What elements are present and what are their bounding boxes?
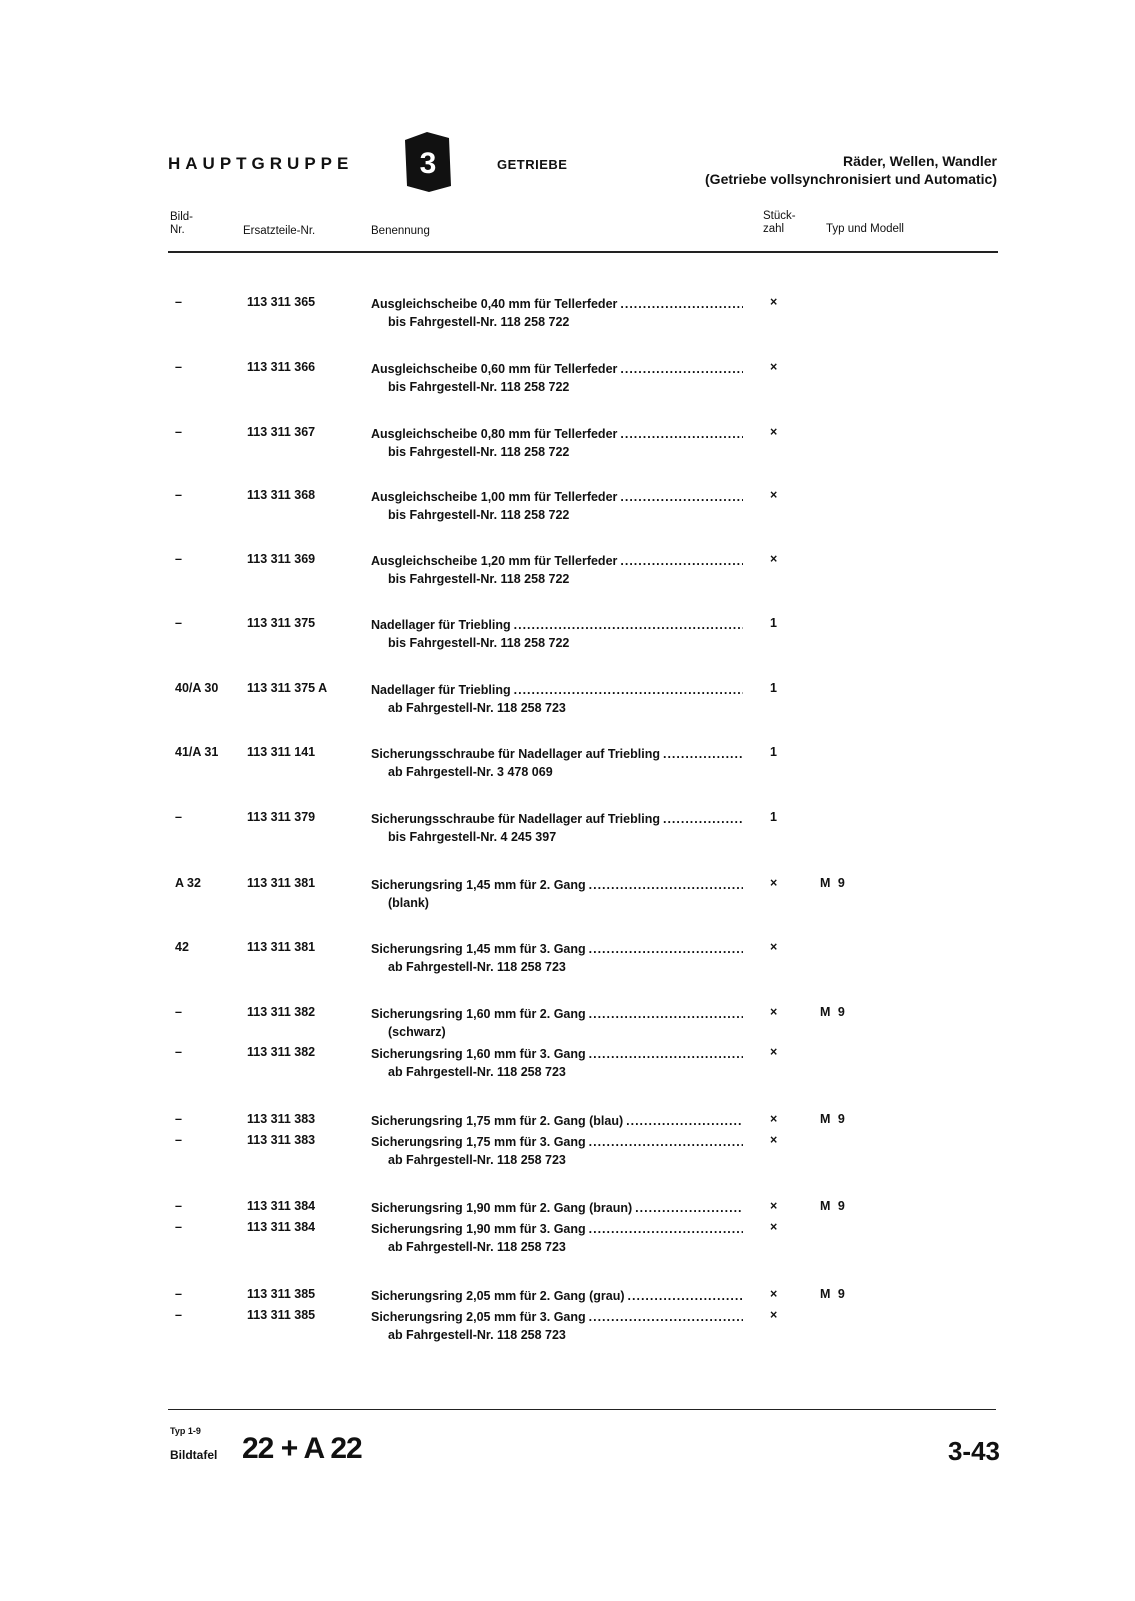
col-header-model: Typ und Modell xyxy=(826,223,904,235)
leader-dots xyxy=(589,1133,743,1151)
row-description-sub: ab Fahrgestell-Nr. 118 258 723 xyxy=(388,1328,566,1342)
row-bild-nr: – xyxy=(175,552,182,566)
row-description-text: Sicherungsring 1,60 mm für 2. Gang xyxy=(371,1007,586,1021)
leader-dots xyxy=(663,745,743,763)
row-bild-nr: – xyxy=(175,1112,182,1126)
group-number: 3 xyxy=(419,147,437,180)
row-description xyxy=(371,295,743,331)
row-description-sub: (schwarz) xyxy=(388,1025,446,1039)
leader-dots xyxy=(620,295,743,313)
row-quantity: × xyxy=(770,1045,778,1059)
row-description-sub: bis Fahrgestell-Nr. 118 258 722 xyxy=(388,445,570,459)
row-description-text: Nadellager für Triebling xyxy=(371,683,511,697)
row-quantity: × xyxy=(770,295,778,309)
leader-dots xyxy=(589,1220,743,1238)
row-description-main xyxy=(371,745,743,763)
row-description-main xyxy=(371,1199,743,1217)
row-part-number: 113 311 383 xyxy=(247,1133,316,1147)
leader-dots xyxy=(620,425,743,443)
row-description xyxy=(371,552,743,588)
row-description xyxy=(371,681,743,717)
row-description-text: Sicherungsring 2,05 mm für 2. Gang (grau) xyxy=(371,1289,625,1303)
row-part-number: 113 311 384 xyxy=(247,1220,316,1234)
row-description-text: Ausgleichscheibe 0,60 mm für Tellerfeder xyxy=(371,362,618,376)
row-part-number: 113 311 381 xyxy=(247,876,316,890)
row-description-main xyxy=(371,295,743,313)
row-model: M 9 xyxy=(820,1199,847,1213)
row-description-main xyxy=(371,1287,743,1305)
group-name: GETRIEBE xyxy=(497,157,568,172)
leader-dots xyxy=(589,876,743,894)
row-quantity: × xyxy=(770,1287,778,1301)
row-description-sub: ab Fahrgestell-Nr. 118 258 723 xyxy=(388,1065,566,1079)
row-bild-nr: – xyxy=(175,616,182,630)
subtitle-line-1: Räder, Wellen, Wandler xyxy=(842,153,997,169)
row-description-main xyxy=(371,1005,743,1023)
leader-dots xyxy=(589,1045,743,1063)
row-description-main xyxy=(371,940,743,958)
row-part-number: 113 311 375 xyxy=(247,616,316,630)
row-part-number: 113 311 382 xyxy=(247,1045,316,1059)
col-header-qty-line1: Stück- xyxy=(763,210,796,222)
leader-dots xyxy=(620,360,743,378)
row-description-main xyxy=(371,1133,743,1151)
row-bild-nr: – xyxy=(175,488,182,502)
row-description-text: Sicherungsring 1,45 mm für 2. Gang xyxy=(371,878,586,892)
row-description xyxy=(371,1005,743,1041)
row-description-main xyxy=(371,488,743,506)
row-description xyxy=(371,745,743,781)
leader-dots xyxy=(635,1199,743,1217)
leader-dots xyxy=(663,810,743,828)
row-part-number: 113 311 381 xyxy=(247,940,316,954)
leader-dots xyxy=(626,1112,743,1130)
row-quantity: × xyxy=(770,1005,778,1019)
row-bild-nr: – xyxy=(175,425,182,439)
row-bild-nr: – xyxy=(175,1133,182,1147)
leader-dots xyxy=(589,1005,743,1023)
leader-dots xyxy=(628,1287,743,1305)
row-quantity: × xyxy=(770,1133,778,1147)
leader-dots xyxy=(589,940,743,958)
group-label: HAUPTGRUPPE xyxy=(168,154,354,173)
row-description-text: Sicherungsschraube für Nadellager auf Triebling xyxy=(371,812,660,826)
row-description-main xyxy=(371,616,743,634)
page-number: 3-43 xyxy=(947,1436,1000,1466)
row-part-number: 113 311 375 A xyxy=(247,681,328,695)
row-quantity: 1 xyxy=(770,745,777,759)
row-description-text: Sicherungsring 1,60 mm für 3. Gang xyxy=(371,1047,586,1061)
row-bild-nr: 41/A 31 xyxy=(175,745,219,759)
leader-dots xyxy=(514,616,743,634)
row-bild-nr: A 32 xyxy=(175,876,201,890)
row-bild-nr: – xyxy=(175,810,182,824)
row-description-sub: bis Fahrgestell-Nr. 4 245 397 xyxy=(388,830,557,844)
leader-dots xyxy=(589,1308,743,1326)
leader-dots xyxy=(514,681,743,699)
row-part-number: 113 311 141 xyxy=(247,745,316,759)
row-part-number: 113 311 384 xyxy=(247,1199,316,1213)
row-description-sub: bis Fahrgestell-Nr. 118 258 722 xyxy=(388,572,570,586)
row-quantity: × xyxy=(770,1112,778,1126)
section-subtitle xyxy=(705,152,997,188)
row-bild-nr: – xyxy=(175,1287,182,1301)
row-quantity: × xyxy=(770,425,778,439)
row-part-number: 113 311 368 xyxy=(247,488,316,502)
row-description-sub: ab Fahrgestell-Nr. 118 258 723 xyxy=(388,960,566,974)
row-description-text: Ausgleichscheibe 0,40 mm für Tellerfeder xyxy=(371,297,618,311)
row-description-main xyxy=(371,1220,743,1238)
col-header-bild xyxy=(170,211,193,237)
subtitle-line-2: (Getriebe vollsynchronisiert und Automatic) xyxy=(705,171,997,187)
row-description-text: Nadellager für Triebling xyxy=(371,618,511,632)
row-description-text: Sicherungsring 1,45 mm für 3. Gang xyxy=(371,942,586,956)
row-bild-nr: – xyxy=(175,295,182,309)
row-description-main xyxy=(371,1308,743,1326)
footer-type: Typ 1-9 xyxy=(170,1426,201,1436)
row-description xyxy=(371,360,743,396)
row-description-main xyxy=(371,1045,743,1063)
row-bild-nr: – xyxy=(175,360,182,374)
row-bild-nr: – xyxy=(175,1220,182,1234)
row-part-number: 113 311 366 xyxy=(247,360,316,374)
row-quantity: 1 xyxy=(770,681,777,695)
row-bild-nr: – xyxy=(175,1045,182,1059)
row-description-main xyxy=(371,360,743,378)
row-quantity: 1 xyxy=(770,810,777,824)
row-model: M 9 xyxy=(820,1112,847,1126)
row-quantity: × xyxy=(770,1308,778,1322)
col-header-qty-line2: zahl xyxy=(763,223,785,235)
row-description-sub: bis Fahrgestell-Nr. 118 258 722 xyxy=(388,380,570,394)
row-description-main xyxy=(371,876,743,894)
row-description xyxy=(371,1308,743,1344)
row-quantity: × xyxy=(770,940,778,954)
row-description-text: Ausgleichscheibe 1,00 mm für Tellerfeder xyxy=(371,490,618,504)
row-description-text: Sicherungsring 1,75 mm für 2. Gang (blau) xyxy=(371,1114,624,1128)
row-part-number: 113 311 367 xyxy=(247,425,316,439)
group-number-badge xyxy=(403,130,453,194)
row-description-sub: ab Fahrgestell-Nr. 118 258 723 xyxy=(388,701,566,715)
row-description-sub: ab Fahrgestell-Nr. 3 478 069 xyxy=(388,765,553,779)
row-quantity: × xyxy=(770,1199,778,1213)
row-description xyxy=(371,876,743,912)
row-bild-nr: – xyxy=(175,1199,182,1213)
row-description xyxy=(371,810,743,846)
row-quantity: × xyxy=(770,488,778,502)
row-description-text: Sicherungsschraube für Nadellager auf Triebling xyxy=(371,747,660,761)
row-quantity: × xyxy=(770,876,778,890)
row-description-text: Ausgleichscheibe 1,20 mm für Tellerfeder xyxy=(371,554,618,568)
row-description xyxy=(371,1112,743,1130)
row-description-sub: bis Fahrgestell-Nr. 118 258 722 xyxy=(388,315,570,329)
row-description xyxy=(371,1220,743,1256)
row-description-sub: bis Fahrgestell-Nr. 118 258 722 xyxy=(388,636,570,650)
row-description-sub: ab Fahrgestell-Nr. 118 258 723 xyxy=(388,1240,566,1254)
row-part-number: 113 311 365 xyxy=(247,295,316,309)
footer-rule xyxy=(168,1409,996,1410)
row-part-number: 113 311 382 xyxy=(247,1005,316,1019)
leader-dots xyxy=(620,488,743,506)
row-part-number: 113 311 385 xyxy=(247,1308,316,1322)
group-badge-shape xyxy=(403,130,453,194)
row-description-text: Sicherungsring 2,05 mm für 3. Gang xyxy=(371,1310,586,1324)
row-description-text: Ausgleichscheibe 0,80 mm für Tellerfeder xyxy=(371,427,618,441)
row-description xyxy=(371,488,743,524)
row-part-number: 113 311 369 xyxy=(247,552,316,566)
row-part-number: 113 311 379 xyxy=(247,810,316,824)
footer-bildtafel-label: Bildtafel xyxy=(170,1448,218,1462)
row-description xyxy=(371,1133,743,1169)
row-description-text: Sicherungsring 1,75 mm für 3. Gang xyxy=(371,1135,586,1149)
row-quantity: × xyxy=(770,360,778,374)
row-part-number: 113 311 385 xyxy=(247,1287,316,1301)
row-description-main xyxy=(371,1112,743,1130)
col-header-bild-line2: Nr. xyxy=(170,224,185,236)
row-bild-nr: 42 xyxy=(175,940,189,954)
row-description-main xyxy=(371,425,743,443)
col-header-desc: Benennung xyxy=(371,225,430,237)
row-description xyxy=(371,1199,743,1217)
row-bild-nr: – xyxy=(175,1308,182,1322)
row-model: M 9 xyxy=(820,876,847,890)
row-quantity: × xyxy=(770,1220,778,1234)
row-description-text: Sicherungsring 1,90 mm für 2. Gang (braun) xyxy=(371,1201,633,1215)
col-header-bild-line1: Bild- xyxy=(170,211,194,223)
row-quantity: × xyxy=(770,552,778,566)
row-bild-nr: 40/A 30 xyxy=(175,681,219,695)
row-description-sub: (blank) xyxy=(388,896,429,910)
row-description-sub: ab Fahrgestell-Nr. 118 258 723 xyxy=(388,1153,566,1167)
header-rule xyxy=(168,251,998,253)
row-model: M 9 xyxy=(820,1005,847,1019)
row-description-text: Sicherungsring 1,90 mm für 3. Gang xyxy=(371,1222,586,1236)
row-model: M 9 xyxy=(820,1287,847,1301)
row-part-number: 113 311 383 xyxy=(247,1112,316,1126)
row-description-main xyxy=(371,681,743,699)
row-description xyxy=(371,1045,743,1081)
row-description xyxy=(371,616,743,652)
row-description xyxy=(371,940,743,976)
col-header-part: Ersatzteile-Nr. xyxy=(243,225,316,237)
row-bild-nr: – xyxy=(175,1005,182,1019)
row-description xyxy=(371,425,743,461)
row-description-main xyxy=(371,810,743,828)
footer-bildtafel-value: 22 + A 22 xyxy=(242,1432,362,1465)
row-quantity: 1 xyxy=(770,616,777,630)
col-header-qty xyxy=(763,210,796,236)
row-description-main xyxy=(371,552,743,570)
leader-dots xyxy=(620,552,743,570)
row-description xyxy=(371,1287,743,1305)
row-description-sub: bis Fahrgestell-Nr. 118 258 722 xyxy=(388,508,570,522)
